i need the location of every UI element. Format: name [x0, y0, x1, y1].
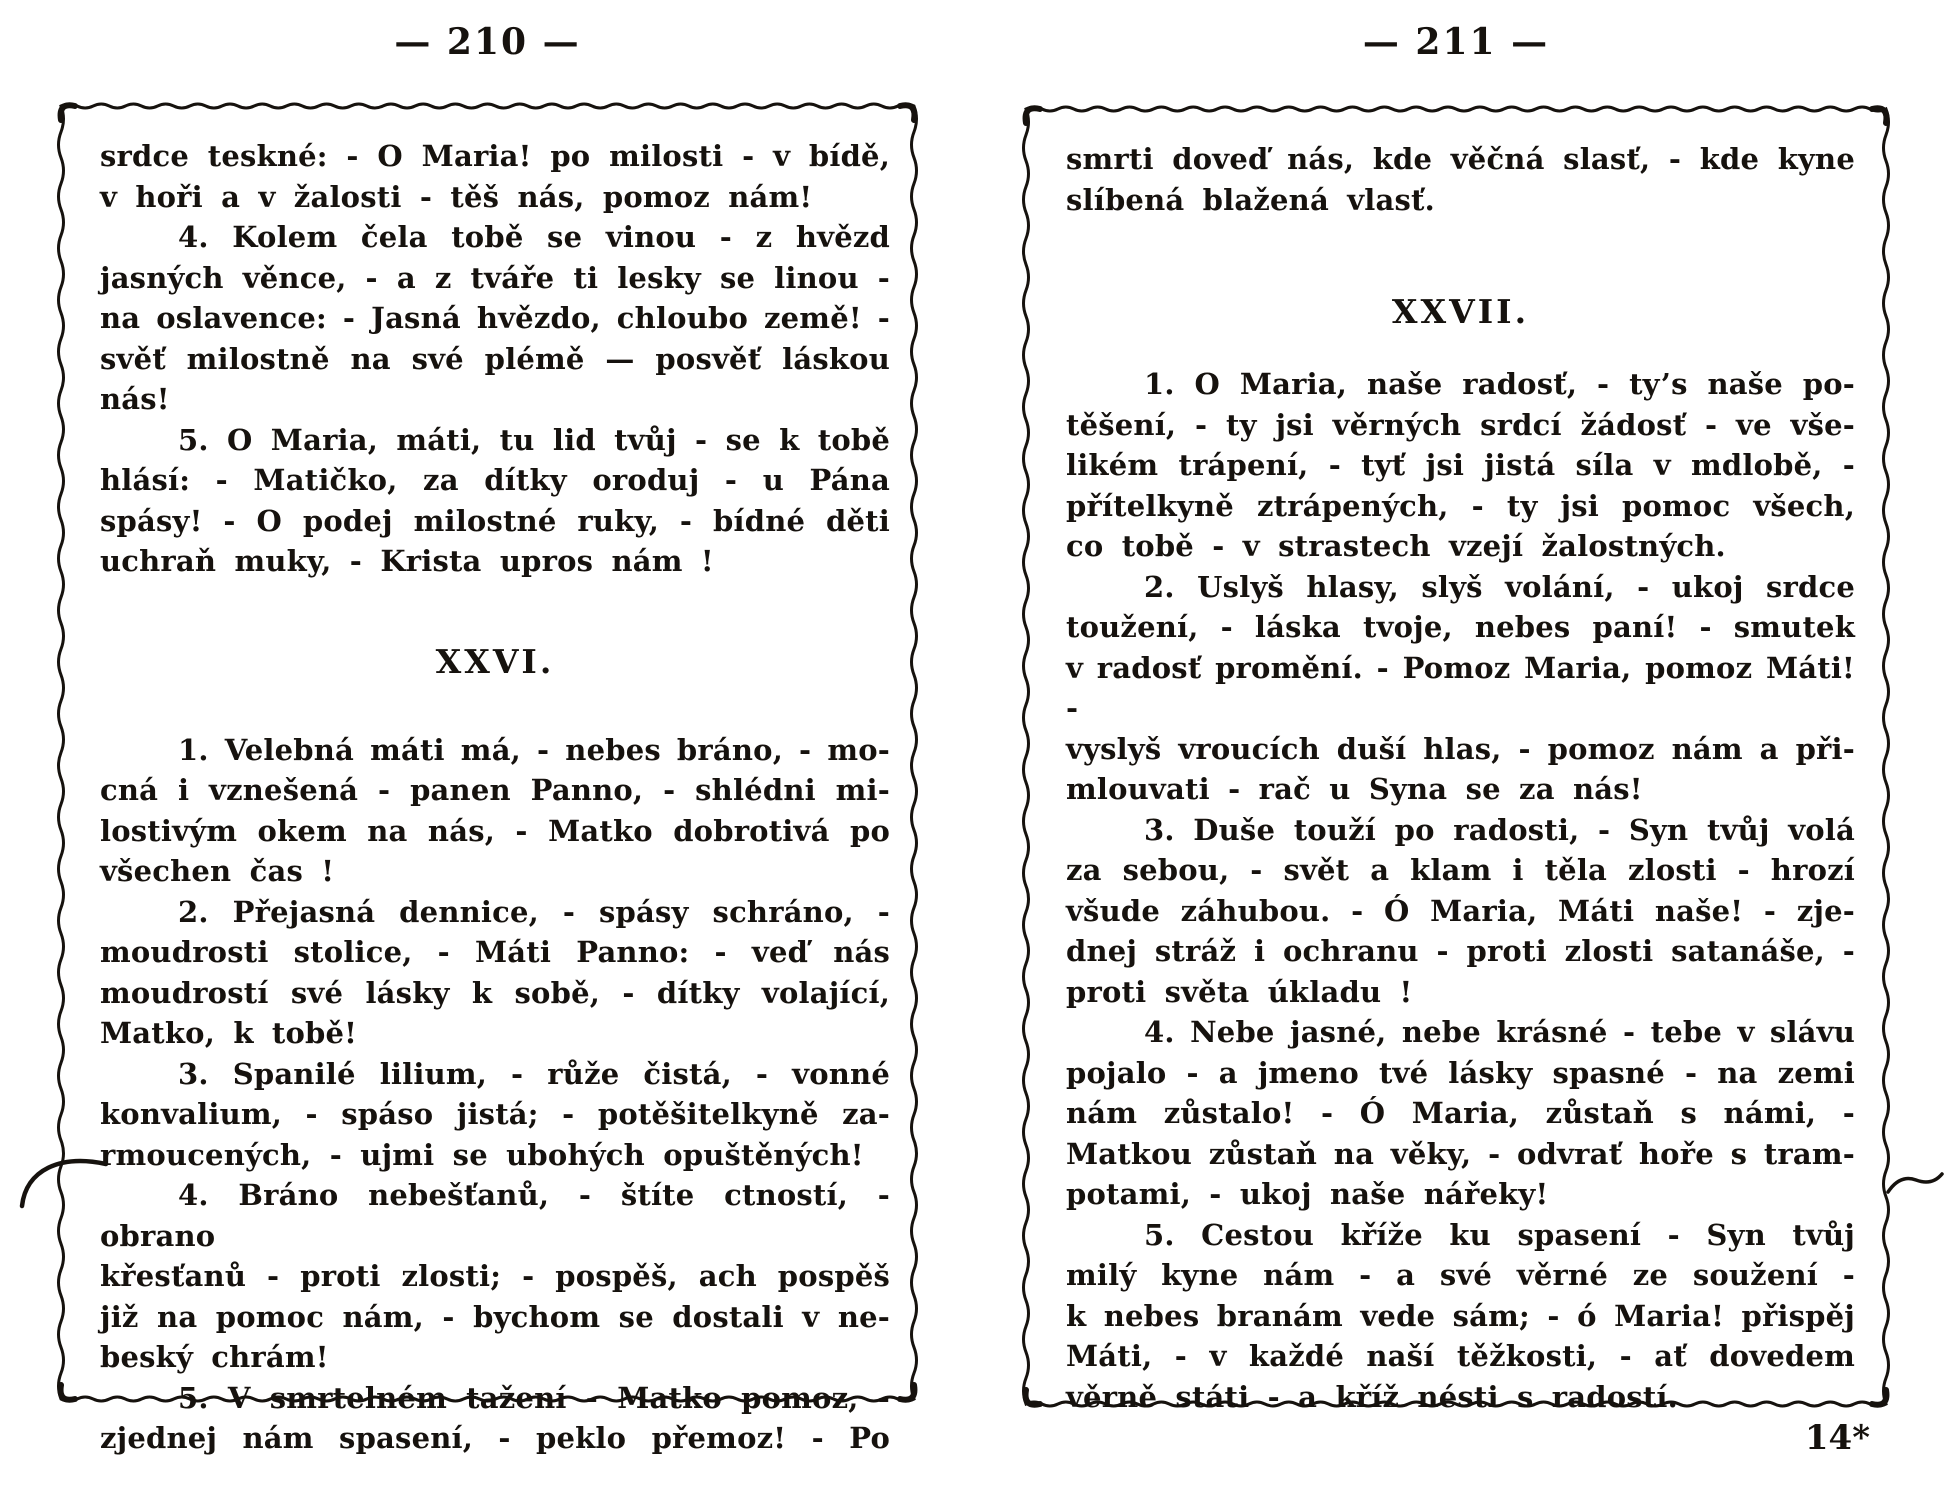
- text-line: milý kyne nám - a své věrné ze soužení -: [1066, 1258, 1855, 1292]
- text-line: 2. Uslyš hlasy, slyš volání, - ukoj srdce: [1144, 569, 1855, 604]
- page-number-left: — 210 —: [394, 21, 581, 63]
- text-line: hlásí: - Matičko, za dítky oroduj - u Pána: [100, 463, 890, 497]
- text-line: všechen čas !: [100, 854, 335, 888]
- text-line: věrně státi - a kříž nésti s radostí.: [1066, 1379, 1678, 1414]
- text-line: beský chrám!: [100, 1340, 329, 1374]
- text-line: pojalo - a jmeno tvé lásky spasné - na zemi: [1066, 1055, 1855, 1090]
- text-column-left: [100, 136, 890, 1459]
- text-line: 4. Bráno nebešťanů, - štíte ctností, - obrano: [100, 1178, 890, 1253]
- text-line: jasných věnce, - a z tváře ti lesky se linou -: [100, 260, 890, 295]
- text-line: moudrosti stolice, - Máti Panno: - veď nás: [100, 935, 890, 969]
- text-line: cná i vznešená - panen Panno, - shlédni mi-: [100, 773, 890, 807]
- text-line: potami, - ukoj naše nářeky!: [1066, 1177, 1549, 1211]
- text-line: likém trápení, - tyť jsi jistá síla v mdlobě, -: [1066, 448, 1855, 482]
- text-line: všude záhubou. - Ó Maria, Máti naše! - zje-: [1066, 893, 1855, 928]
- text-line: za sebou, - svět a klam i těla zlosti - hrozí: [1066, 853, 1855, 887]
- text-line: těšení, - ty jsi věrných srdcí žádosť - ve vše-: [1066, 407, 1855, 442]
- text-line: proti světa úkladu !: [1066, 974, 1413, 1009]
- text-line: na oslavence: - Jasná hvězdo, chloubo země! -: [100, 301, 890, 335]
- text-line: zjednej nám spasení, - peklo přemoz! - Po: [100, 1421, 890, 1455]
- text-line: svěť milostně na své plémě — posvěť láskou nás!: [100, 341, 890, 416]
- text-line: spásy! - O podej milostné ruky, - bídné děti: [100, 503, 890, 538]
- page-211: [1020, 103, 1892, 1414]
- text-line: Matkou zůstaň na věky, - odvrať hoře s tram-: [1066, 1136, 1855, 1171]
- text-line: 5. O Maria, máti, tu lid tvůj - se k tobě: [178, 422, 890, 457]
- text-line: 3. Duše touží po radosti, - Syn tvůj volá: [1144, 812, 1855, 847]
- text-line: 5. Cestou kříže ku spasení - Syn tvůj: [1144, 1217, 1855, 1252]
- text-line: v hoři a v žalosti - těš nás, pomoz nám!: [100, 179, 813, 214]
- text-line: vyslyš vroucích duší hlas, - pomoz nám a při-: [1066, 731, 1855, 766]
- text-line: nám zůstalo! - Ó Maria, zůstaň s námi, -: [1066, 1096, 1855, 1130]
- section-heading: XXVI.: [435, 641, 555, 681]
- text-line: rmoucených, - ujmi se ubohých opuštěných!: [100, 1137, 864, 1172]
- page-210: [55, 100, 920, 1455]
- text-line: 4. Kolem čela tobě se vinou - z hvězd: [178, 220, 890, 254]
- text-line: moudrostí své lásky k sobě, - dítky volající,: [100, 975, 890, 1010]
- section-heading: XXVII.: [1391, 292, 1530, 331]
- text-line: toužení, - láska tvoje, nebes paní! - smutek: [1066, 610, 1855, 644]
- ink-smudge-icon: [1886, 1166, 1946, 1206]
- text-column-right: [1066, 139, 1855, 1417]
- page-number-right: — 211 —: [1362, 21, 1550, 63]
- text-line: mlouvati - rač u Syna se za nás!: [1066, 772, 1643, 806]
- text-line: co tobě - v strastech vzejí žalostných.: [1066, 529, 1726, 563]
- text-line: 5. V smrtelném tažení - Matko pomoz, -: [178, 1380, 890, 1415]
- text-line: již na pomoc nám, - bychom se dostali v ne-: [100, 1299, 890, 1334]
- text-line: smrti doveď nás, kde věčná slasť, - kde kyne: [1066, 142, 1855, 176]
- text-line: křesťanů - proti zlosti; - pospěš, ach pospěš: [100, 1259, 890, 1293]
- text-line: 1. Velebná máti má, - nebes bráno, - mo-: [178, 732, 890, 767]
- text-line: přítelkyně ztrápených, - ty jsi pomoc všech,: [1066, 488, 1855, 523]
- text-line: v radosť promění. - Pomoz Maria, pomoz Máti! -: [1066, 650, 1855, 725]
- text-line: dnej stráž i ochranu - proti zlosti satanáše, -: [1066, 934, 1855, 968]
- text-line: Matko, k tobě!: [100, 1016, 358, 1050]
- text-line: uchraň muky, - Krista upros nám !: [100, 544, 714, 578]
- text-line: 1. O Maria, naše radosť, - ty’s naše po-: [1144, 367, 1855, 401]
- text-line: k nebes branám vede sám; - ó Maria! přispěj: [1066, 1298, 1855, 1333]
- text-line: lostivým okem na nás, - Matko dobrotivá po: [100, 813, 890, 848]
- text-line: 2. Přejasná dennice, - spásy schráno, -: [178, 894, 890, 929]
- text-line: 3. Spanilé lilium, - růže čistá, - vonné: [178, 1056, 890, 1091]
- text-line: 4. Nebe jasné, nebe krásné - tebe v slávu: [1144, 1015, 1855, 1049]
- text-line: Máti, - v každé naší těžkosti, - ať dovedem: [1066, 1339, 1855, 1373]
- text-line: konvalium, - spáso jistá; - potěšitelkyně za-: [100, 1097, 890, 1131]
- signature-mark: 14*: [1804, 1418, 1870, 1458]
- ink-smudge-icon: [20, 1152, 110, 1232]
- text-line: slíbená blažená vlasť.: [1066, 182, 1435, 217]
- text-line: srdce teskné: - O Maria! po milosti - v bídě,: [100, 139, 890, 173]
